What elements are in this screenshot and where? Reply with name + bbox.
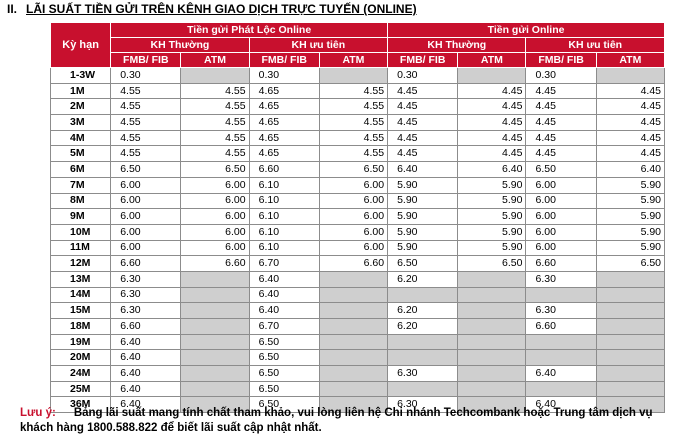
rate-cell: 6.40 [249,287,319,303]
term-cell: 11M [51,240,111,256]
term-cell: 10M [51,224,111,240]
term-cell: 20M [51,350,111,366]
rate-cell: 4.45 [596,130,664,146]
rate-cell: 6.20 [388,319,458,335]
term-cell: 25M [51,381,111,397]
empty-rate-cell [526,381,596,397]
interest-rate-table [50,22,665,413]
rate-cell: 5.90 [388,224,458,240]
channel-header: ATM [181,53,249,68]
rate-cell: 0.30 [111,68,181,84]
rate-cell: 6.10 [249,177,319,193]
empty-rate-cell [458,319,526,335]
table-row [51,209,665,225]
rate-cell: 6.10 [249,240,319,256]
rate-cell: 6.30 [111,303,181,319]
rate-cell: 6.60 [181,256,249,272]
table-row [51,381,665,397]
rate-cell: 6.40 [111,381,181,397]
rate-cell: 4.55 [319,83,387,99]
empty-rate-cell [458,287,526,303]
empty-rate-cell [596,271,664,287]
section-number: II. [7,2,18,16]
table-row [51,68,665,84]
empty-rate-cell [596,350,664,366]
group-header-phat-loc: Tiền gửi Phát Lộc Online [111,23,388,38]
rate-cell: 4.45 [458,99,526,115]
term-cell: 18M [51,319,111,335]
rate-cell: 4.65 [249,130,319,146]
rate-cell: 6.00 [526,193,596,209]
rate-cell: 6.00 [319,240,387,256]
rate-cell: 6.40 [388,162,458,178]
customer-header: KH ưu tiên [249,38,387,53]
rate-cell: 4.45 [388,83,458,99]
empty-rate-cell [596,319,664,335]
rate-cell: 6.50 [388,256,458,272]
empty-rate-cell [458,271,526,287]
rate-cell: 6.00 [111,193,181,209]
empty-rate-cell [319,366,387,382]
rate-cell: 4.45 [458,115,526,131]
empty-rate-cell [181,366,249,382]
term-cell: 8M [51,193,111,209]
table-row [51,334,665,350]
rate-cell: 6.30 [111,271,181,287]
empty-rate-cell [319,319,387,335]
empty-rate-cell [458,350,526,366]
rate-cell: 4.55 [111,146,181,162]
rate-cell: 4.45 [458,130,526,146]
rate-cell: 6.30 [388,366,458,382]
empty-rate-cell [596,303,664,319]
rate-cell: 4.65 [249,99,319,115]
rate-cell: 6.00 [319,177,387,193]
rate-cell: 6.00 [111,240,181,256]
term-cell: 5M [51,146,111,162]
rate-cell: 6.50 [458,256,526,272]
empty-rate-cell [319,68,387,84]
rate-cell: 5.90 [388,193,458,209]
rate-cell: 5.90 [388,177,458,193]
rate-cell: 6.30 [526,303,596,319]
empty-rate-cell [596,381,664,397]
rate-cell: 6.40 [111,397,181,413]
rate-cell: 5.90 [388,240,458,256]
rate-cell: 4.45 [388,130,458,146]
rate-cell: 6.00 [111,209,181,225]
channel-header: ATM [596,53,664,68]
empty-rate-cell [596,334,664,350]
customer-header: KH Thường [111,38,249,53]
empty-rate-cell [319,287,387,303]
rate-cell: 5.90 [596,209,664,225]
rate-cell: 6.10 [249,224,319,240]
rate-cell: 4.45 [526,115,596,131]
empty-rate-cell [181,303,249,319]
rate-cell: 6.00 [111,177,181,193]
rate-cell: 6.00 [181,224,249,240]
empty-rate-cell [319,303,387,319]
rate-cell: 0.30 [388,68,458,84]
rate-cell: 4.55 [181,146,249,162]
rate-cell: 4.45 [596,115,664,131]
rate-cell: 5.90 [458,224,526,240]
term-cell: 12M [51,256,111,272]
rate-cell: 4.45 [596,146,664,162]
table-row [51,287,665,303]
rate-cell: 6.50 [111,162,181,178]
table-row [51,115,665,131]
term-cell: 13M [51,271,111,287]
channel-header: FMB/ FIB [388,53,458,68]
rate-cell: 4.55 [181,83,249,99]
rate-cell: 5.90 [458,193,526,209]
rate-cell: 0.30 [526,68,596,84]
rate-cell: 4.45 [596,99,664,115]
empty-rate-cell [458,303,526,319]
empty-rate-cell [526,350,596,366]
term-cell: 36M [51,397,111,413]
rate-cell: 4.45 [458,146,526,162]
table-row [51,99,665,115]
rate-cell: 5.90 [596,193,664,209]
empty-rate-cell [458,334,526,350]
rate-cell: 6.40 [111,366,181,382]
rate-cell: 4.55 [181,115,249,131]
rate-cell: 6.00 [181,177,249,193]
rate-cell: 6.50 [596,256,664,272]
channel-header: FMB/ FIB [526,53,596,68]
rate-cell: 6.60 [526,256,596,272]
empty-rate-cell [181,68,249,84]
term-cell: 3M [51,115,111,131]
rate-cell: 4.55 [319,146,387,162]
table-row [51,146,665,162]
rate-cell: 6.50 [249,397,319,413]
empty-rate-cell [181,287,249,303]
rate-cell: 4.55 [181,99,249,115]
rate-cell: 6.50 [319,162,387,178]
empty-rate-cell [388,334,458,350]
rate-cell: 5.90 [458,240,526,256]
empty-rate-cell [458,366,526,382]
empty-rate-cell [526,287,596,303]
rate-cell: 6.00 [181,209,249,225]
rate-cell: 6.70 [249,319,319,335]
rate-cell: 4.55 [319,115,387,131]
term-cell: 9M [51,209,111,225]
group-header-online: Tiền gửi Online [388,23,665,38]
table-row [51,240,665,256]
rate-cell: 6.50 [249,381,319,397]
empty-rate-cell [458,381,526,397]
rate-cell: 6.40 [111,350,181,366]
rate-cell: 4.55 [181,130,249,146]
rate-cell: 5.90 [596,177,664,193]
table-row [51,319,665,335]
term-cell: 1-3W [51,68,111,84]
rate-cell: 6.60 [319,256,387,272]
rate-cell: 6.40 [249,303,319,319]
term-cell: 19M [51,334,111,350]
table-row [51,256,665,272]
rate-cell: 6.30 [388,397,458,413]
rate-cell: 6.40 [596,162,664,178]
rate-cell: 6.40 [458,162,526,178]
term-cell: 7M [51,177,111,193]
empty-rate-cell [388,287,458,303]
rate-cell: 4.65 [249,146,319,162]
rate-cell: 4.65 [249,115,319,131]
rate-cell: 6.60 [249,162,319,178]
empty-rate-cell [181,271,249,287]
rate-cell: 6.10 [249,193,319,209]
rate-cell: 4.45 [388,146,458,162]
section-title [7,2,417,16]
rate-cell: 6.50 [249,334,319,350]
channel-header: FMB/ FIB [249,53,319,68]
empty-rate-cell [319,271,387,287]
rate-cell: 6.20 [388,271,458,287]
rate-cell: 6.50 [526,162,596,178]
empty-rate-cell [458,68,526,84]
table-row [51,271,665,287]
channel-header: ATM [458,53,526,68]
rate-cell: 4.55 [111,99,181,115]
rate-cell: 4.55 [111,130,181,146]
rate-cell: 6.00 [181,193,249,209]
term-cell: 1M [51,83,111,99]
table-row [51,130,665,146]
rate-cell: 4.45 [526,83,596,99]
term-cell: 2M [51,99,111,115]
rate-cell: 4.45 [388,99,458,115]
footnote [20,406,670,436]
term-cell: 15M [51,303,111,319]
rate-cell: 4.65 [249,83,319,99]
rate-cell: 4.45 [526,130,596,146]
rate-cell: 6.00 [181,240,249,256]
empty-rate-cell [181,334,249,350]
empty-rate-cell [596,68,664,84]
empty-rate-cell [526,334,596,350]
term-cell: 6M [51,162,111,178]
rate-cell: 0.30 [249,68,319,84]
rate-cell: 4.45 [388,115,458,131]
term-header: Kỳ hạn [51,23,111,68]
rate-cell: 4.45 [526,99,596,115]
rate-cell: 6.70 [249,256,319,272]
rate-cell: 6.00 [319,209,387,225]
empty-rate-cell [319,334,387,350]
empty-rate-cell [596,287,664,303]
rate-cell: 6.40 [111,334,181,350]
rate-cell: 6.40 [526,397,596,413]
rate-rows [51,68,665,413]
term-cell: 4M [51,130,111,146]
rate-cell: 5.90 [458,177,526,193]
table-row [51,224,665,240]
table-row [51,83,665,99]
rate-cell: 6.40 [526,366,596,382]
table-row [51,162,665,178]
rate-cell: 6.30 [111,287,181,303]
note-text: Bảng lãi suất mang tính chất tham khảo, vui lòng liên hệ Chi nhánh Techcombank hoặc Trung tâm dịch vụ khách hàng 1800.588.822 để biết lãi suất cập nhật nhất. [20,407,653,434]
channel-header: FMB/ FIB [111,53,181,68]
rate-cell: 5.90 [596,240,664,256]
table-row [51,366,665,382]
rate-cell: 6.10 [249,209,319,225]
rate-cell: 4.55 [319,99,387,115]
term-cell: 24M [51,366,111,382]
customer-header: KH ưu tiên [526,38,665,53]
rate-cell: 6.00 [319,224,387,240]
rate-cell: 6.50 [249,366,319,382]
rate-cell: 5.90 [458,209,526,225]
empty-rate-cell [388,350,458,366]
empty-rate-cell [181,381,249,397]
empty-rate-cell [181,350,249,366]
rate-cell: 6.30 [526,271,596,287]
empty-rate-cell [596,366,664,382]
rate-cell: 4.55 [111,83,181,99]
rate-cell: 4.45 [596,83,664,99]
rate-cell: 6.50 [249,350,319,366]
empty-rate-cell [319,381,387,397]
customer-header: KH Thường [388,38,526,53]
table-row [51,177,665,193]
rate-cell: 6.00 [526,177,596,193]
empty-rate-cell [319,350,387,366]
note-label: Lưu ý: [20,407,56,419]
rate-cell: 4.55 [111,115,181,131]
table-row [51,350,665,366]
empty-rate-cell [388,381,458,397]
rate-cell: 5.90 [388,209,458,225]
rate-cell: 6.00 [319,193,387,209]
rate-cell: 6.40 [249,271,319,287]
table-row [51,193,665,209]
channel-header: ATM [319,53,387,68]
rate-cell: 4.45 [526,146,596,162]
empty-rate-cell [181,319,249,335]
term-cell: 14M [51,287,111,303]
rate-cell: 6.50 [181,162,249,178]
rate-cell: 6.00 [526,224,596,240]
section-title-text: LÃI SUẤT TIỀN GỬI TRÊN KÊNH GIAO DỊCH TRỰC TUYẾN (ONLINE) [26,2,417,16]
rate-cell: 6.00 [526,209,596,225]
table-row [51,303,665,319]
rate-cell: 4.55 [319,130,387,146]
rate-cell: 5.90 [596,224,664,240]
rate-cell: 6.20 [388,303,458,319]
rate-cell: 6.60 [526,319,596,335]
rate-cell: 4.45 [458,83,526,99]
rate-cell: 6.00 [526,240,596,256]
rate-cell: 6.60 [111,256,181,272]
rate-cell: 6.00 [111,224,181,240]
rate-cell: 6.60 [111,319,181,335]
